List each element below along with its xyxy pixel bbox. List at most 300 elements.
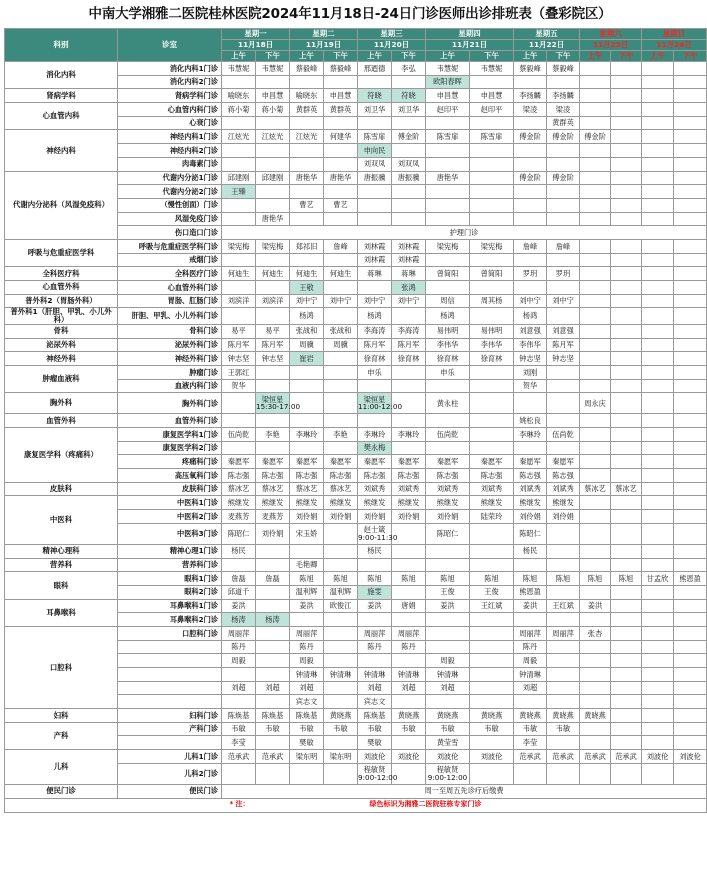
doctor-cell: 钟志坚 bbox=[547, 352, 580, 366]
doctor-cell bbox=[674, 352, 707, 366]
doctor-cell: 姚松良 bbox=[514, 414, 547, 428]
doctor-cell bbox=[358, 198, 392, 212]
doctor-cell: 陈焕基 bbox=[256, 709, 290, 723]
doctor-cell bbox=[470, 414, 514, 428]
doctor-cell bbox=[642, 654, 674, 668]
doctor-cell: 刘林霞 bbox=[392, 253, 426, 267]
doctor-cell: 李艳 bbox=[256, 428, 290, 442]
doctor-cell bbox=[611, 75, 642, 89]
doctor-cell: 伍尚乾 bbox=[426, 428, 470, 442]
am-header: 上午 bbox=[514, 51, 547, 62]
clinic-cell: 皮肤科门诊 bbox=[118, 482, 222, 496]
doctor-cell bbox=[642, 212, 674, 226]
doctor-cell bbox=[580, 144, 611, 158]
doctor-cell: 李弘 bbox=[392, 62, 426, 76]
doctor-cell: 蔡冰艺 bbox=[222, 482, 256, 496]
doctor-cell: 詹峰 bbox=[514, 239, 547, 253]
doctor-cell: 赵印平 bbox=[426, 103, 470, 117]
department-cell: 精神心理科 bbox=[5, 544, 118, 558]
doctor-cell: 姜洪 bbox=[514, 599, 547, 613]
doctor-cell: 陈旭 bbox=[290, 572, 324, 586]
doctor-cell bbox=[547, 441, 580, 455]
doctor-cell: 唐艳华 bbox=[426, 171, 470, 185]
doctor-cell bbox=[674, 62, 707, 76]
doctor-cell: 钟清琳 bbox=[426, 668, 470, 682]
table-row bbox=[5, 599, 707, 613]
doctor-cell: 刘波伦 bbox=[392, 750, 426, 764]
doctor-cell: 梁恒星 15:30-17:00 bbox=[256, 393, 290, 414]
clinic-cell: 中医科3门诊 bbox=[118, 523, 222, 544]
doctor-cell bbox=[674, 379, 707, 393]
doctor-cell bbox=[642, 469, 674, 483]
doctor-cell bbox=[580, 544, 611, 558]
doctor-cell: 蒋小菊 bbox=[256, 103, 290, 117]
doctor-cell: 江炫光 bbox=[222, 130, 256, 144]
doctor-cell bbox=[642, 379, 674, 393]
doctor-cell: 刘意强 bbox=[514, 324, 547, 338]
doctor-cell: 唐艳华 bbox=[256, 212, 290, 226]
clinic-cell: 胸外科门诊 bbox=[118, 393, 222, 414]
doctor-cell bbox=[611, 338, 642, 352]
doctor-cell: 刘伶娟 bbox=[358, 510, 392, 524]
doctor-cell bbox=[426, 414, 470, 428]
doctor-cell: 陈月军 bbox=[256, 338, 290, 352]
department-cell: 消化内科 bbox=[5, 62, 118, 89]
doctor-cell: 陈旭 bbox=[358, 572, 392, 586]
department-cell: 耳鼻喉科 bbox=[5, 599, 118, 626]
clinic-cell: 代谢内分泌2门诊 bbox=[118, 185, 222, 199]
doctor-cell bbox=[470, 523, 514, 544]
doctor-cell bbox=[470, 198, 514, 212]
doctor-cell: 刘意强 bbox=[547, 324, 580, 338]
doctor-cell: 范承武 bbox=[547, 750, 580, 764]
doctor-cell bbox=[674, 281, 707, 295]
department-cell: 胸外科 bbox=[5, 393, 118, 414]
doctor-cell: 樊敏 bbox=[358, 736, 392, 750]
clinic-cell bbox=[118, 695, 222, 709]
doctor-cell bbox=[324, 695, 358, 709]
doctor-cell bbox=[642, 171, 674, 185]
doctor-cell bbox=[222, 308, 256, 325]
doctor-cell bbox=[642, 695, 674, 709]
doctor-cell bbox=[611, 393, 642, 414]
doctor-cell bbox=[580, 294, 611, 308]
doctor-cell bbox=[256, 695, 290, 709]
clinic-cell: 血液内科门诊 bbox=[118, 379, 222, 393]
department-cell: 心血管外科 bbox=[5, 281, 118, 295]
doctor-cell: 陈志强 bbox=[547, 469, 580, 483]
doctor-cell bbox=[674, 599, 707, 613]
doctor-cell bbox=[256, 75, 290, 89]
doctor-cell bbox=[222, 763, 256, 784]
doctor-cell bbox=[580, 455, 611, 469]
clinic-cell: 风湿免疫门诊 bbox=[118, 212, 222, 226]
doctor-cell: 钟清琳 bbox=[358, 668, 392, 682]
doctor-cell: 李海涛 bbox=[358, 324, 392, 338]
doctor-cell: 姜洪 bbox=[222, 599, 256, 613]
table-row bbox=[5, 338, 707, 352]
doctor-cell: 梁东明 bbox=[290, 750, 324, 764]
doctor-cell: 钟清琳 bbox=[324, 668, 358, 682]
doctor-cell bbox=[642, 89, 674, 103]
doctor-cell bbox=[514, 144, 547, 158]
doctor-cell: 崔岩 bbox=[290, 352, 324, 366]
doctor-cell: 傅金阶 bbox=[514, 130, 547, 144]
doctor-cell: 刘伶娟 bbox=[324, 510, 358, 524]
doctor-cell bbox=[426, 212, 470, 226]
doctor-cell: 梁恒星 11:00-12:00 bbox=[358, 393, 392, 414]
doctor-cell bbox=[547, 654, 580, 668]
doctor-cell bbox=[580, 613, 611, 627]
doctor-cell bbox=[256, 144, 290, 158]
doctor-cell bbox=[642, 338, 674, 352]
doctor-cell: 傅金阶 bbox=[392, 130, 426, 144]
doctor-cell: 王红斌 bbox=[470, 599, 514, 613]
doctor-cell bbox=[222, 212, 256, 226]
doctor-cell bbox=[324, 185, 358, 199]
doctor-cell: 韦敏 bbox=[514, 722, 547, 736]
doctor-cell bbox=[470, 558, 514, 572]
doctor-cell bbox=[470, 441, 514, 455]
doctor-cell bbox=[256, 308, 290, 325]
doctor-cell bbox=[470, 171, 514, 185]
doctor-cell: 詹磊 bbox=[222, 572, 256, 586]
doctor-cell bbox=[674, 414, 707, 428]
doctor-cell: 刘双凤 bbox=[358, 157, 392, 171]
doctor-cell bbox=[324, 365, 358, 379]
doctor-cell: 周其杨 bbox=[470, 294, 514, 308]
doctor-cell: 唐艳华 bbox=[324, 171, 358, 185]
doctor-cell bbox=[674, 585, 707, 599]
doctor-cell bbox=[470, 668, 514, 682]
doctor-cell bbox=[324, 253, 358, 267]
doctor-cell: 申向民 bbox=[358, 144, 392, 158]
doctor-cell: 姜洪 bbox=[358, 599, 392, 613]
doctor-cell bbox=[642, 709, 674, 723]
doctor-cell: 陈月军 bbox=[547, 338, 580, 352]
doctor-cell: 陈丹 bbox=[514, 640, 547, 654]
doctor-cell bbox=[392, 585, 426, 599]
doctor-cell bbox=[324, 379, 358, 393]
table-row bbox=[5, 62, 707, 76]
doctor-cell bbox=[580, 103, 611, 117]
doctor-cell bbox=[426, 626, 470, 640]
doctor-cell bbox=[547, 681, 580, 695]
weekday-header: 星期四 bbox=[426, 29, 514, 40]
doctor-cell: 刘斌秀 bbox=[426, 482, 470, 496]
doctor-cell bbox=[674, 640, 707, 654]
doctor-cell bbox=[642, 75, 674, 89]
doctor-cell bbox=[611, 640, 642, 654]
weekday-header: 星期一 bbox=[222, 29, 290, 40]
doctor-cell bbox=[514, 75, 547, 89]
doctor-cell bbox=[611, 253, 642, 267]
doctor-cell: 刘卫华 bbox=[358, 103, 392, 117]
doctor-cell: 刘林霞 bbox=[358, 253, 392, 267]
table-row bbox=[5, 130, 707, 144]
doctor-cell: 李海涛 bbox=[392, 324, 426, 338]
doctor-cell bbox=[256, 253, 290, 267]
doctor-cell: 陈旭 bbox=[547, 572, 580, 586]
doctor-cell: 李琳玲 bbox=[392, 428, 426, 442]
doctor-cell bbox=[611, 324, 642, 338]
date-header: 11月20日 bbox=[358, 40, 426, 51]
doctor-cell bbox=[642, 523, 674, 544]
doctor-cell bbox=[547, 414, 580, 428]
doctor-cell bbox=[514, 253, 547, 267]
doctor-cell bbox=[580, 681, 611, 695]
doctor-cell bbox=[324, 626, 358, 640]
doctor-cell: 徐育林 bbox=[358, 352, 392, 366]
doctor-cell: 刘斌秀 bbox=[514, 482, 547, 496]
doctor-cell: 范承武 bbox=[514, 750, 547, 764]
doctor-cell: 申乐 bbox=[426, 365, 470, 379]
clinic-cell: 眼科1门诊 bbox=[118, 572, 222, 586]
doctor-cell: 曾简阳 bbox=[426, 267, 470, 281]
date-header: 11月22日 bbox=[514, 40, 580, 51]
doctor-cell bbox=[642, 116, 674, 130]
doctor-cell bbox=[580, 428, 611, 442]
doctor-cell bbox=[674, 198, 707, 212]
doctor-cell bbox=[290, 212, 324, 226]
doctor-cell: 李琳玲 bbox=[358, 428, 392, 442]
clinic-cell: 神经内科2门诊 bbox=[118, 144, 222, 158]
doctor-cell: 韦敏 bbox=[392, 722, 426, 736]
doctor-cell: 周丽萍 bbox=[358, 626, 392, 640]
doctor-cell bbox=[674, 681, 707, 695]
doctor-cell: 刘双凤 bbox=[392, 157, 426, 171]
doctor-cell bbox=[674, 510, 707, 524]
doctor-cell bbox=[547, 212, 580, 226]
doctor-cell: 周毅 bbox=[222, 654, 256, 668]
doctor-cell: 黄群英 bbox=[324, 103, 358, 117]
doctor-cell bbox=[324, 441, 358, 455]
doctor-cell bbox=[392, 695, 426, 709]
doctor-cell: 蔡毅峰 bbox=[547, 62, 580, 76]
doctor-cell bbox=[426, 198, 470, 212]
doctor-cell bbox=[674, 212, 707, 226]
doctor-cell bbox=[674, 695, 707, 709]
doctor-cell: 周骥 bbox=[290, 338, 324, 352]
doctor-cell bbox=[324, 736, 358, 750]
doctor-cell: 陈丹 bbox=[290, 640, 324, 654]
doctor-cell: 陈旭 bbox=[580, 572, 611, 586]
doctor-cell bbox=[674, 558, 707, 572]
doctor-cell: 周毅 bbox=[290, 654, 324, 668]
doctor-cell bbox=[222, 281, 256, 295]
doctor-cell bbox=[674, 294, 707, 308]
doctor-cell: 陈焕基 bbox=[222, 709, 256, 723]
doctor-cell bbox=[674, 89, 707, 103]
doctor-cell bbox=[392, 558, 426, 572]
doctor-cell bbox=[470, 379, 514, 393]
doctor-cell: 张鸿 bbox=[392, 281, 426, 295]
doctor-cell bbox=[426, 613, 470, 627]
doctor-cell: 张杏 bbox=[580, 626, 611, 640]
doctor-cell: 陈旭 bbox=[611, 572, 642, 586]
doctor-cell bbox=[642, 185, 674, 199]
doctor-cell: 刘超 bbox=[392, 681, 426, 695]
doctor-cell: 蔡冰艺 bbox=[611, 482, 642, 496]
doctor-cell bbox=[547, 198, 580, 212]
department-cell: 神经内科 bbox=[5, 130, 118, 171]
table-row bbox=[5, 544, 707, 558]
doctor-cell bbox=[580, 338, 611, 352]
doctor-cell bbox=[256, 157, 290, 171]
clinic-cell: 疼痛科门诊 bbox=[118, 455, 222, 469]
doctor-cell: 刘卫华 bbox=[392, 103, 426, 117]
doctor-cell: 刘波伦 bbox=[470, 750, 514, 764]
doctor-cell: 王俊 bbox=[426, 585, 470, 599]
doctor-cell bbox=[358, 654, 392, 668]
doctor-cell bbox=[580, 722, 611, 736]
doctor-cell bbox=[290, 75, 324, 89]
doctor-cell bbox=[426, 695, 470, 709]
doctor-cell bbox=[547, 365, 580, 379]
doctor-cell bbox=[674, 428, 707, 442]
clinic-cell: 泌尿外科门诊 bbox=[118, 338, 222, 352]
doctor-cell: 刘刚 bbox=[514, 365, 547, 379]
doctor-cell bbox=[547, 523, 580, 544]
doctor-cell bbox=[392, 212, 426, 226]
doctor-cell bbox=[642, 157, 674, 171]
doctor-cell bbox=[611, 414, 642, 428]
doctor-cell bbox=[514, 558, 547, 572]
doctor-cell: 陈丹 bbox=[358, 640, 392, 654]
page-title: 中南大学湘雅二医院桂林医院2024年11月18日-24日门诊医师出诊排班表（叠彩院区） bbox=[88, 6, 612, 22]
doctor-cell: 傅金阶 bbox=[514, 171, 547, 185]
department-cell: 代谢内分泌科（风湿免疫科） bbox=[5, 171, 118, 239]
doctor-cell: 刘超 bbox=[256, 681, 290, 695]
doctor-cell: 李扬麟 bbox=[514, 89, 547, 103]
doctor-cell bbox=[642, 365, 674, 379]
doctor-cell bbox=[514, 441, 547, 455]
am-header: 上午 bbox=[358, 51, 392, 62]
notes-cell bbox=[5, 798, 707, 812]
doctor-cell: 李琳玲 bbox=[290, 428, 324, 442]
doctor-cell bbox=[256, 558, 290, 572]
doctor-cell bbox=[470, 157, 514, 171]
doctor-cell: 符晓 bbox=[358, 89, 392, 103]
doctor-cell: 刘波伦 bbox=[674, 750, 707, 764]
doctor-cell bbox=[514, 695, 547, 709]
doctor-cell bbox=[611, 558, 642, 572]
doctor-cell bbox=[642, 544, 674, 558]
doctor-cell: 范承武 bbox=[256, 750, 290, 764]
doctor-cell bbox=[470, 626, 514, 640]
department-cell: 骨科 bbox=[5, 324, 118, 338]
doctor-cell bbox=[392, 736, 426, 750]
doctor-cell bbox=[470, 544, 514, 558]
doctor-cell bbox=[547, 585, 580, 599]
doctor-cell: 蒋小菊 bbox=[222, 103, 256, 117]
doctor-cell bbox=[222, 695, 256, 709]
table-row bbox=[5, 482, 707, 496]
doctor-cell bbox=[580, 267, 611, 281]
doctor-cell: 梁东明 bbox=[324, 750, 358, 764]
doctor-cell bbox=[470, 75, 514, 89]
doctor-cell: 陈月军 bbox=[358, 338, 392, 352]
doctor-cell bbox=[580, 441, 611, 455]
doctor-cell bbox=[256, 116, 290, 130]
clinic-cell: 胃肠、肛肠门诊 bbox=[118, 294, 222, 308]
pm-header: 下午 bbox=[392, 51, 426, 62]
doctor-cell bbox=[611, 294, 642, 308]
doctor-cell: 王郭红 bbox=[222, 365, 256, 379]
doctor-cell: 陈志强 bbox=[222, 469, 256, 483]
table-row bbox=[5, 722, 707, 736]
doctor-cell: 韦敏 bbox=[426, 722, 470, 736]
doctor-cell bbox=[324, 75, 358, 89]
doctor-cell: 唐娟 bbox=[392, 599, 426, 613]
table-row bbox=[5, 496, 707, 510]
doctor-cell bbox=[324, 393, 358, 414]
doctor-cell bbox=[580, 116, 611, 130]
clinic-cell: 口腔科门诊 bbox=[118, 626, 222, 640]
doctor-cell: 施雯 bbox=[358, 585, 392, 599]
clinic-cell: 心血管外科门诊 bbox=[118, 281, 222, 295]
doctor-cell: 韦敏 bbox=[222, 722, 256, 736]
notes-label: * 注： bbox=[229, 800, 250, 809]
doctor-cell bbox=[324, 414, 358, 428]
doctor-cell bbox=[358, 558, 392, 572]
doctor-cell bbox=[256, 198, 290, 212]
doctor-cell: 詹磊 bbox=[256, 572, 290, 586]
doctor-cell: 杨鸿 bbox=[358, 308, 392, 325]
doctor-cell bbox=[674, 130, 707, 144]
clinic-cell: 精神心理1门诊 bbox=[118, 544, 222, 558]
doctor-cell bbox=[392, 185, 426, 199]
table-row bbox=[5, 572, 707, 586]
notes-text: 绿色标识为湘雅二医院驻栋专家门诊 bbox=[369, 800, 482, 809]
doctor-cell: 姜洪 bbox=[290, 599, 324, 613]
doctor-cell: 秦愿军 bbox=[324, 455, 358, 469]
doctor-cell: 江炫光 bbox=[256, 130, 290, 144]
pm-header: 下午 bbox=[324, 51, 358, 62]
doctor-cell bbox=[674, 103, 707, 117]
doctor-cell: 熊继发 bbox=[358, 496, 392, 510]
doctor-cell bbox=[256, 668, 290, 682]
doctor-cell: 黄莹雪 bbox=[426, 736, 470, 750]
doctor-cell bbox=[611, 116, 642, 130]
table-row bbox=[5, 784, 707, 798]
doctor-cell: 陈昭仁 bbox=[222, 523, 256, 544]
doctor-cell: 杨民 bbox=[514, 544, 547, 558]
doctor-cell bbox=[514, 185, 547, 199]
date-header: 11月23日 bbox=[580, 40, 642, 51]
doctor-cell: 易平 bbox=[222, 324, 256, 338]
doctor-cell: 韦敏 bbox=[324, 722, 358, 736]
doctor-cell bbox=[426, 157, 470, 171]
department-cell: 便民门诊 bbox=[5, 784, 118, 798]
doctor-cell: 陈雪扉 bbox=[358, 130, 392, 144]
doctor-cell: 秦愿军 bbox=[470, 455, 514, 469]
doctor-cell: 刘中宁 bbox=[290, 294, 324, 308]
dept-header: 科别 bbox=[5, 29, 118, 62]
doctor-cell bbox=[611, 171, 642, 185]
doctor-cell bbox=[674, 338, 707, 352]
doctor-cell: 曹艺 bbox=[324, 198, 358, 212]
doctor-cell: 熊继发 bbox=[392, 496, 426, 510]
doctor-cell bbox=[642, 510, 674, 524]
doctor-cell bbox=[547, 144, 580, 158]
date-header: 11月21日 bbox=[426, 40, 514, 51]
table-row bbox=[5, 267, 707, 281]
doctor-cell: 李莹 bbox=[222, 736, 256, 750]
doctor-cell: 麦燕芳 bbox=[256, 510, 290, 524]
doctor-cell: 刘伶娟 bbox=[547, 510, 580, 524]
clinic-cell: 中医科2门诊 bbox=[118, 510, 222, 524]
